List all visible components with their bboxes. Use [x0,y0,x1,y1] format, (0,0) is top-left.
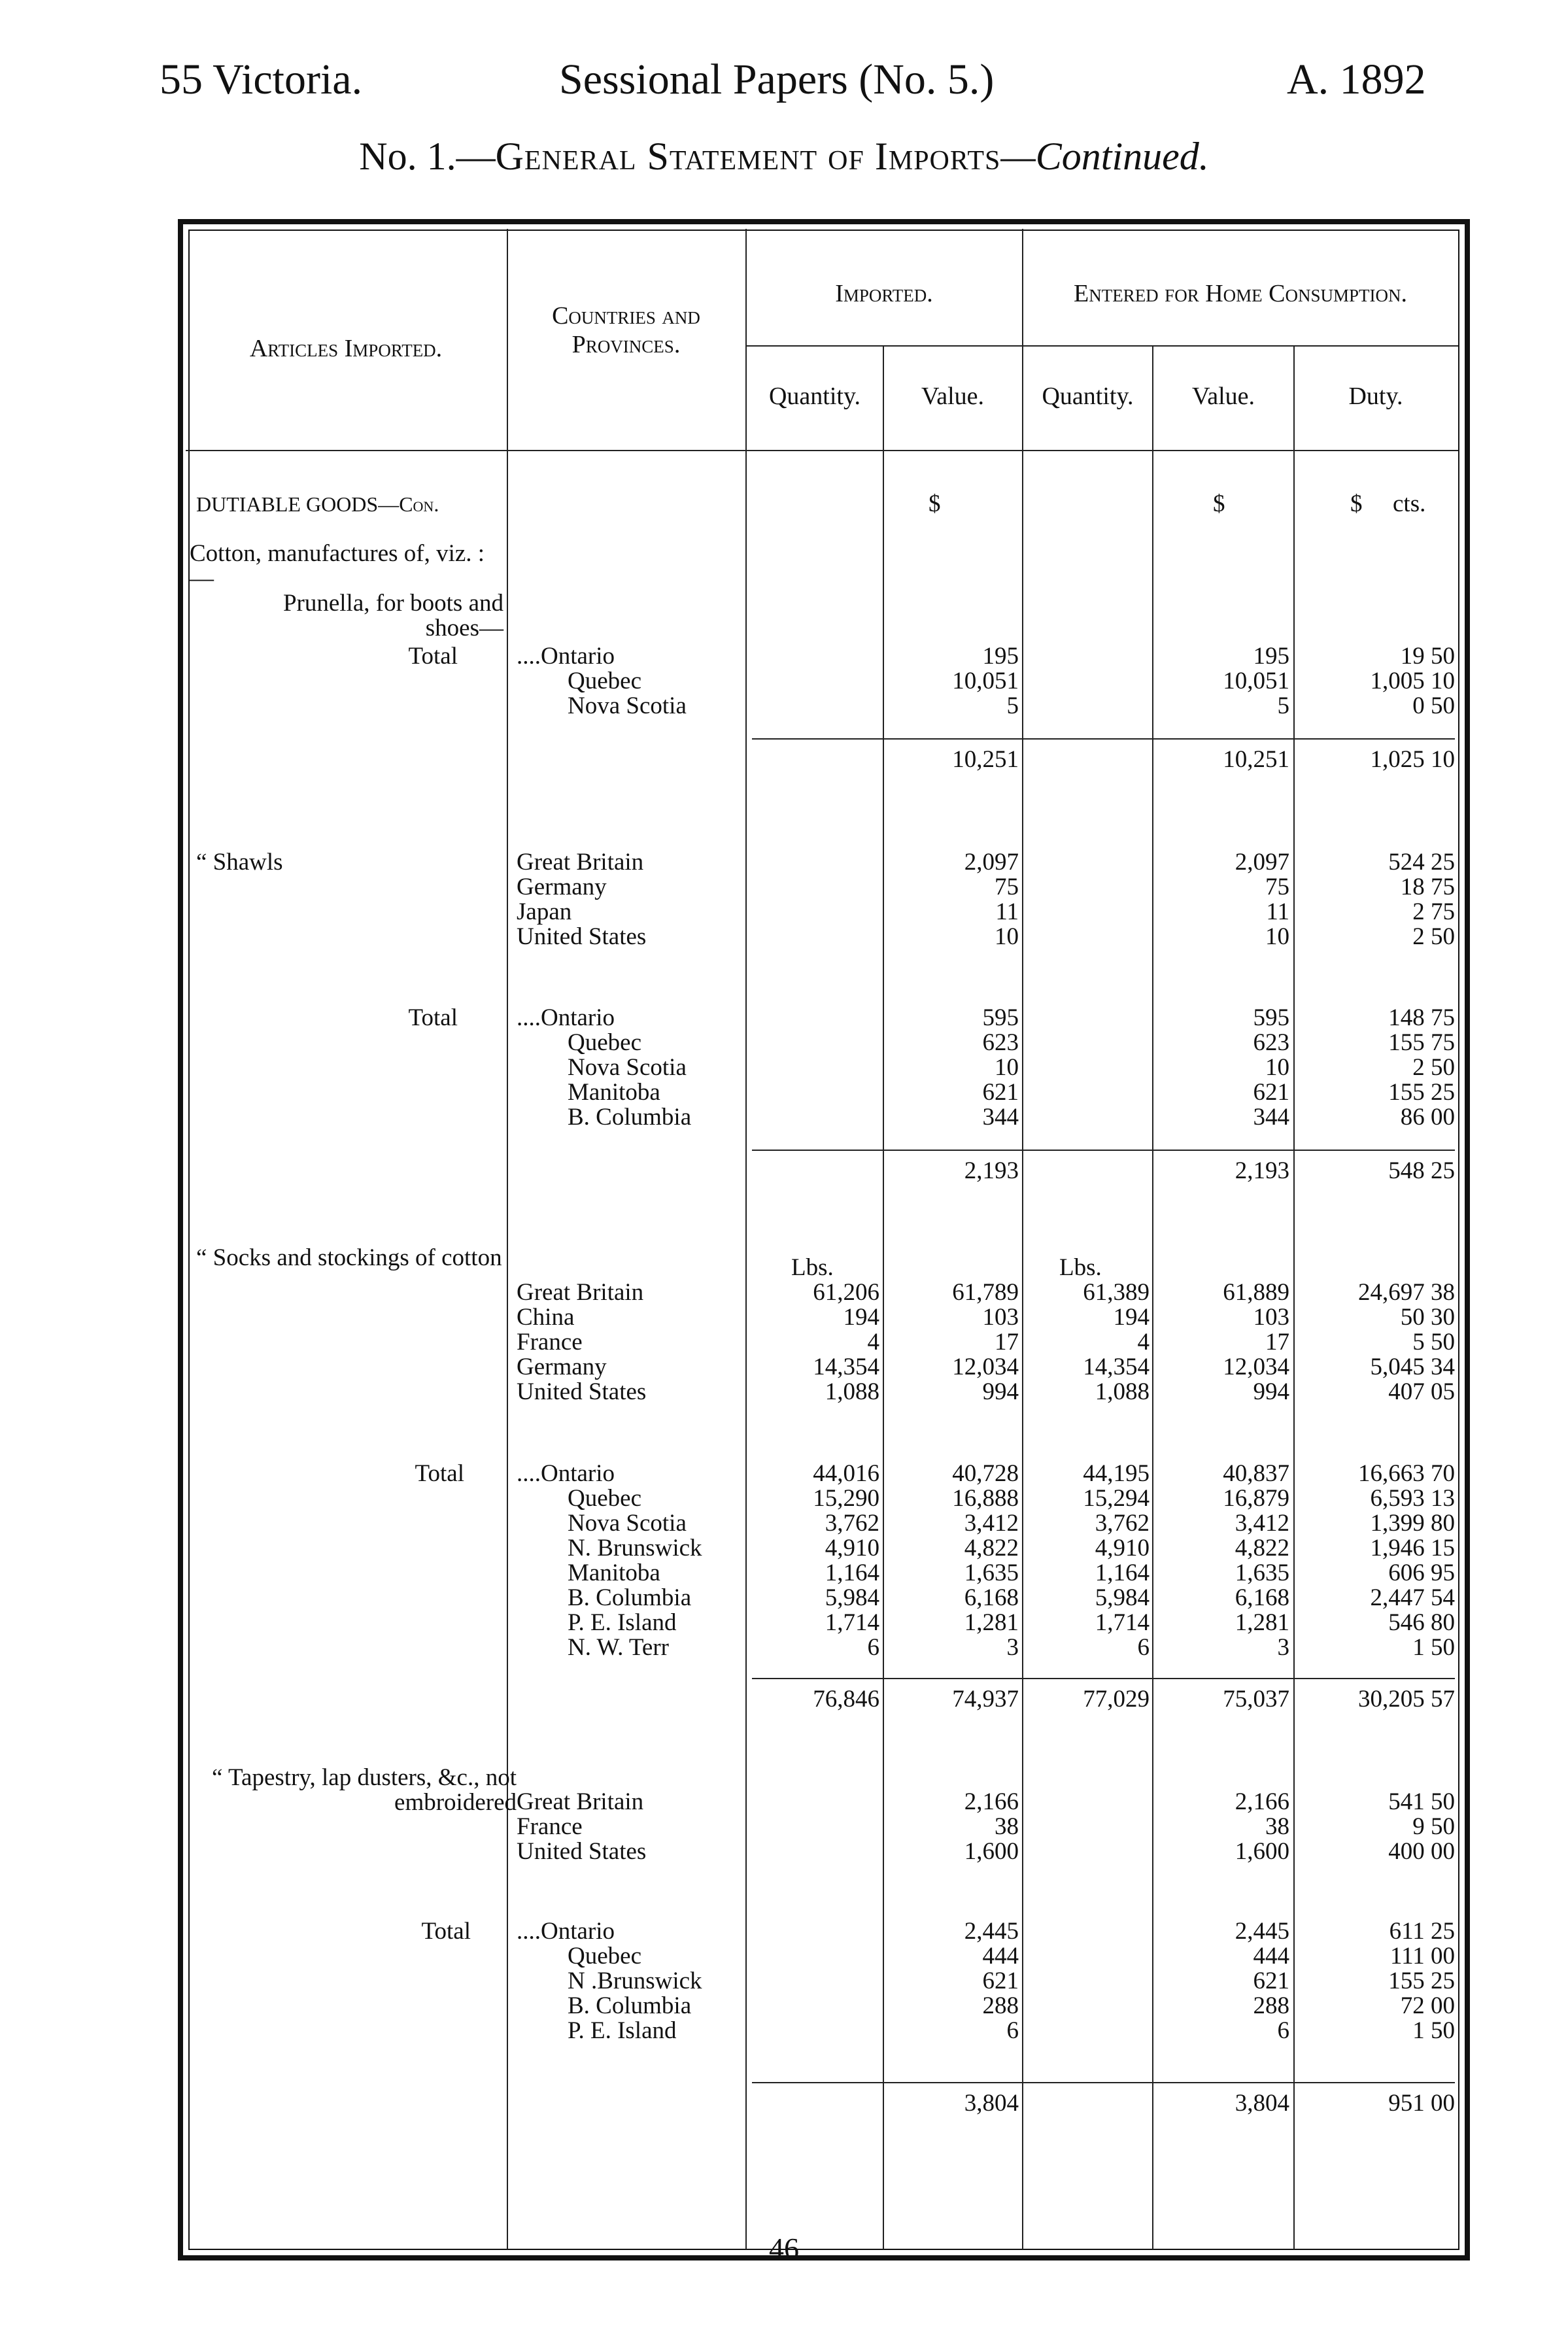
table-row-country: B. Columbia [568,1104,692,1131]
table-row-country: ....Ontario [517,643,615,670]
table-cell: 4,910 [825,1535,879,1561]
table-cell: 6,593 13 [1370,1485,1455,1512]
table-row-country: P. E. Island [568,2017,677,2044]
table-cell: 2 75 [1412,898,1455,925]
table-cell: 72 00 [1400,1992,1455,2019]
table-cell: 50 30 [1400,1304,1455,1331]
table-cell: 1,281 [1235,1609,1289,1636]
table-cell: 12,034 [952,1354,1019,1380]
table-cell: 1,635 [1235,1560,1289,1586]
table-cell: 61,389 [1083,1279,1150,1306]
table-cell: 6 [867,1634,879,1661]
table-cell: 5 [1277,692,1289,719]
table-cell: 16,879 [1223,1485,1289,1512]
table-cell: 524 25 [1388,849,1455,876]
table-cell: 1,164 [1095,1560,1150,1586]
table-cell: 75 [1265,874,1289,900]
table-cell: 3,412 [1235,1510,1289,1537]
table-cell: 10,051 [1223,668,1289,694]
sum-cell: 2,193 [964,1157,1019,1184]
table-row-country: Germany [517,1354,607,1380]
table-cell: 0 50 [1412,692,1455,719]
col-quantity: Quantity. [768,383,861,410]
sum-cell: 2,193 [1235,1157,1289,1184]
table-row-country: United States [517,1378,647,1405]
table-cell: 1,714 [825,1609,879,1636]
table-cell: 621 [1253,1079,1289,1106]
table-cell: 15,294 [1083,1485,1150,1512]
table-row-country: Germany [517,874,607,900]
table-row-country: ....Ontario [517,1918,615,1945]
table-cell: 75 [995,874,1019,900]
table-cell: 1,088 [1095,1378,1150,1405]
page-title [0,134,1568,179]
group-cotton: Cotton, manufactures of, viz. :— [190,540,485,592]
table-cell: 5,045 34 [1370,1354,1455,1380]
table-cell: 12,034 [1223,1354,1289,1380]
table-cell: 6 [1006,2017,1019,2044]
col-imported: Imported. [835,280,933,307]
table-cell: 2,445 [964,1918,1019,1945]
table-cell: 155 25 [1388,1968,1455,1994]
table-cell: 14,354 [1083,1354,1150,1380]
table-row-country: Nova Scotia [568,692,687,719]
table-cell: 4,822 [1235,1535,1289,1561]
table-cell: 2 50 [1412,923,1455,950]
unit-dollar: $ [1213,490,1225,517]
table-row-country: Quebec [568,1029,641,1056]
table-cell: 5,984 [1095,1584,1150,1611]
table-cell: 19 50 [1400,643,1455,670]
table-cell: 3 [1006,1634,1019,1661]
table-cell: 621 [1253,1968,1289,1994]
table-cell: 5 50 [1412,1329,1455,1356]
table-cell: 16,888 [952,1485,1019,1512]
table-row-country: Japan [517,898,572,925]
table-cell: 44,195 [1083,1460,1150,1487]
table-cell: 155 75 [1388,1029,1455,1056]
table-cell: 194 [843,1304,879,1331]
table-cell: 11 [1266,898,1289,925]
table-cell: 344 [982,1104,1019,1131]
table-cell: 24,697 38 [1358,1279,1455,1306]
col-articles: Articles Imported. [249,335,443,362]
table-cell: 1,946 15 [1370,1535,1455,1561]
table-cell: 11 [995,898,1019,925]
group-total: Total [421,1918,471,1945]
table-row-country: B. Columbia [568,1992,692,2019]
group-total: Total [408,1004,458,1031]
table-cell: 407 05 [1388,1378,1455,1405]
table-cell: 9 50 [1412,1813,1455,1840]
sum-rule [752,738,1455,740]
table-cell: 444 [982,1943,1019,1970]
table-row-country: Nova Scotia [568,1054,687,1081]
table-cell: 994 [982,1378,1019,1405]
title-main: General Statement of Imports [495,135,1001,178]
table-cell: 40,837 [1223,1460,1289,1487]
table-cell: 10,051 [952,668,1019,694]
col-value-entered: Value. [1191,383,1255,410]
table-cell: 61,789 [952,1279,1019,1306]
table-cell: 17 [1265,1329,1289,1356]
sum-cell: 548 25 [1388,1157,1455,1184]
table-row-country: N .Brunswick [568,1968,702,1994]
table-cell: 40,728 [952,1460,1019,1487]
table-row-country: Great Britain [517,1788,644,1815]
table-cell: 288 [982,1992,1019,2019]
table-cell: 6,168 [1235,1584,1289,1611]
table-cell: 10 [1265,1054,1289,1081]
col-countries: Countries and Provinces. [552,302,700,358]
sum-cell: 77,029 [1083,1686,1150,1713]
table-cell: 6,168 [964,1584,1019,1611]
col-value: Value. [921,383,985,410]
sum-cell: 10,251 [1223,746,1289,773]
table-cell: 1,164 [825,1560,879,1586]
table-row-country: Great Britain [517,1279,644,1306]
table-cell: 3,412 [964,1510,1019,1537]
page-number: 46 [769,2232,799,2265]
sum-cell: 76,846 [813,1686,879,1713]
table-cell: 16,663 70 [1358,1460,1455,1487]
table-cell: 1,399 80 [1370,1510,1455,1537]
group-socks: “ Socks and stockings of cotton [196,1244,502,1271]
sum-rule [752,2082,1455,2083]
table-row-country: United States [517,1838,647,1865]
table-row-country: B. Columbia [568,1584,692,1611]
table-cell: 195 [982,643,1019,670]
table-cell: 1,635 [964,1560,1019,1586]
table-cell: 400 00 [1388,1838,1455,1865]
table-row-country: Manitoba [568,1079,660,1106]
table-cell: 17 [995,1329,1019,1356]
table-cell: 6 [1137,1634,1150,1661]
table-cell: 103 [1253,1304,1289,1331]
sum-rule [752,1678,1455,1679]
table-cell: 86 00 [1400,1104,1455,1131]
table-cell: 288 [1253,1992,1289,2019]
table-row-country: Quebec [568,1485,641,1512]
table-cell: 2 50 [1412,1054,1455,1081]
table-row-country: France [517,1813,583,1840]
table-cell: 5 [1006,692,1019,719]
table-cell: 2,166 [1235,1788,1289,1815]
unit-dollar: $ [1350,490,1363,517]
table-row-country: Quebec [568,1943,641,1970]
table-cell: 61,206 [813,1279,879,1306]
table-cell: 61,889 [1223,1279,1289,1306]
table-cell: 195 [1253,643,1289,670]
header-right: A. 1892 [1287,56,1426,103]
table-cell: 4,822 [964,1535,1019,1561]
sum-cell: 3,804 [1235,2090,1289,2117]
table-cell: 1 50 [1412,1634,1455,1661]
sum-cell: 1,025 10 [1370,746,1455,773]
table-cell: 2,097 [1235,849,1289,876]
table-cell: 1,088 [825,1378,879,1405]
col-quantity-entered: Quantity. [1042,383,1134,410]
table-cell: 3,762 [825,1510,879,1537]
table-row-country: Nova Scotia [568,1510,687,1537]
lbs-imported: Lbs. [791,1254,834,1281]
sum-cell: 951 00 [1388,2090,1455,2117]
col-rule [507,229,508,2249]
table-row-country: Quebec [568,668,641,694]
group-total: Total [408,643,458,670]
table-cell: 1,600 [1235,1838,1289,1865]
lbs-entered: Lbs. [1059,1254,1102,1281]
table-cell: 38 [995,1813,1019,1840]
table-row-country: N. W. Terr [568,1634,669,1661]
table-cell: 546 80 [1388,1609,1455,1636]
table-cell: 2,097 [964,849,1019,876]
sum-cell: 74,937 [952,1686,1019,1713]
table-cell: 3 [1277,1634,1289,1661]
table-cell: 4 [1137,1329,1150,1356]
table-cell: 623 [1253,1029,1289,1056]
table-cell: 44,016 [813,1460,879,1487]
table-cell: 621 [982,1968,1019,1994]
table-cell: 6 [1277,2017,1289,2044]
header-center: Sessional Papers (No. 5.) [559,56,995,103]
table-row-country: United States [517,923,647,950]
table-cell: 155 25 [1388,1079,1455,1106]
table-cell: 595 [1253,1004,1289,1031]
table-cell: 2,447 54 [1370,1584,1455,1611]
table-cell: 4 [867,1329,879,1356]
table-cell: 606 95 [1388,1560,1455,1586]
table-cell: 1,600 [964,1838,1019,1865]
table-cell: 10 [1265,923,1289,950]
header-left: 55 Victoria. [160,56,363,103]
table-row-country: ....Ontario [517,1460,615,1487]
table-cell: 15,290 [813,1485,879,1512]
table-cell: 1,005 10 [1370,668,1455,694]
unit-cents: cts. [1393,490,1426,517]
title-suffix: —Continued. [1000,135,1209,178]
table-cell: 194 [1113,1304,1150,1331]
col-rule [745,229,747,2249]
group-total: Total [415,1460,464,1487]
group-prunella: Prunella, for boots and shoes— [282,590,503,641]
table-cell: 14,354 [813,1354,879,1380]
title-prefix: No. 1.— [359,135,496,178]
table-row-country: China [517,1304,575,1331]
table-cell: 38 [1265,1813,1289,1840]
table-row-country: N. Brunswick [568,1535,702,1561]
table-cell: 623 [982,1029,1019,1056]
col-duty: Duty. [1348,383,1403,410]
table-cell: 2,166 [964,1788,1019,1815]
table-cell: 111 00 [1389,1943,1455,1970]
table-cell: 1,281 [964,1609,1019,1636]
table-cell: 1 50 [1412,2017,1455,2044]
sum-cell: 30,205 57 [1358,1686,1455,1713]
table-cell: 103 [982,1304,1019,1331]
table-row-country: France [517,1329,583,1356]
table-cell: 2,445 [1235,1918,1289,1945]
group-shawls: “ Shawls [196,849,283,876]
table-cell: 5,984 [825,1584,879,1611]
table-cell: 344 [1253,1104,1289,1131]
sum-cell: 10,251 [952,746,1019,773]
table-cell: 541 50 [1388,1788,1455,1815]
table-cell: 595 [982,1004,1019,1031]
table-cell: 1,714 [1095,1609,1150,1636]
table-cell: 148 75 [1388,1004,1455,1031]
table-cell: 18 75 [1400,874,1455,900]
table-row-country: P. E. Island [568,1609,677,1636]
table-cell: 444 [1253,1943,1289,1970]
section-label: DUTIABLE GOODS—Con. [196,492,439,516]
table-row-country: ....Ontario [517,1004,615,1031]
table-row-country: Great Britain [517,849,644,876]
table-cell: 10 [995,923,1019,950]
header-subrule [745,345,1458,347]
col-rule [1293,347,1295,2249]
col-rule [1022,229,1023,2249]
table-cell: 4,910 [1095,1535,1150,1561]
sum-cell: 75,037 [1223,1686,1289,1713]
table-cell: 3,762 [1095,1510,1150,1537]
group-tapestry: “ Tapestry, lap dusters, &c., not embroidered [212,1764,517,1816]
table-cell: 621 [982,1079,1019,1106]
table-cell: 994 [1253,1378,1289,1405]
col-entered: Entered for Home Consumption. [1073,280,1408,307]
header-rule [186,450,1458,451]
table-row-country: Manitoba [568,1560,660,1586]
unit-dollar: $ [929,490,941,517]
sum-cell: 3,804 [964,2090,1019,2117]
sum-rule [752,1150,1455,1151]
table-cell: 10 [995,1054,1019,1081]
table-cell: 611 25 [1389,1918,1455,1945]
